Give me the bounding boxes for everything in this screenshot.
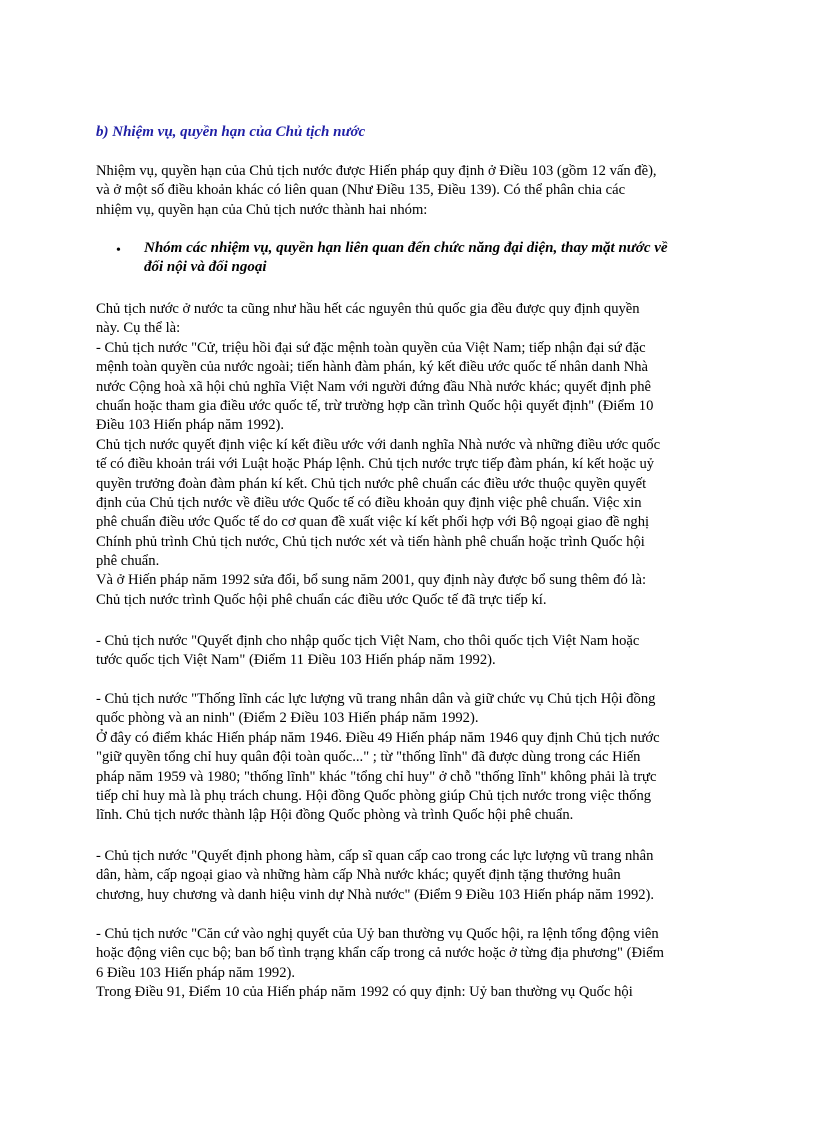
text-line: Nhóm các nhiệm vụ, quyền hạn liên quan đến chức năng đại diện, thay mặt nước về bbox=[144, 240, 668, 256]
text-line: tiếp chỉ huy mà là phụ trách chung. Hội đồng Quốc phòng giúp Chủ tịch nước trong việc thống bbox=[96, 787, 652, 804]
text-line: - Chủ tịch nước "Cử, triệu hồi đại sứ đặc mệnh toàn quyền của Việt Nam; tiếp nhận đại sứ đặc bbox=[96, 339, 646, 356]
text-line: - Chủ tịch nước "Quyết định phong hàm, cấp sĩ quan cấp cao trong các lực lượng vũ trang nhân bbox=[96, 848, 654, 864]
text-line: chương, huy chương và danh hiệu vinh dự Nhà nước" (Điểm 9 Điều 103 Hiến pháp năm 1992). bbox=[96, 886, 655, 903]
paragraph-nationality bbox=[96, 632, 718, 671]
text-line: phê chuẩn. bbox=[96, 553, 160, 570]
section-heading: b) Nhiệm vụ, quyền hạn của Chủ tịch nước bbox=[96, 124, 366, 140]
text-line: dân, hàm, cấp ngoại giao và những hàm cấp Nhà nước khác; quyết định tặng thưởng huân bbox=[96, 867, 621, 884]
paragraph-external-relations bbox=[96, 300, 718, 610]
text-line: chuẩn hoặc tham gia điều ước quốc tế, trừ trường hợp cần trình Quốc hội quyết định" (Điểm 10 bbox=[96, 397, 654, 414]
text-line: - Chủ tịch nước "Căn cứ vào nghị quyết của Uỷ ban thường vụ Quốc hội, ra lệnh tổng động viên bbox=[96, 926, 659, 942]
text-line: nước Cộng hoà xã hội chủ nghĩa Việt Nam với người đứng đầu Nhà nước khác; quyết định phê bbox=[96, 378, 652, 395]
text-line: đối nội và đối ngoại bbox=[144, 259, 267, 276]
text-line: phê chuẩn điều ước Quốc tế do cơ quan đề xuất việc kí kết phối hợp với Bộ ngoại giao đề nghị bbox=[96, 514, 650, 531]
text-line: và ở một số điều khoản khác có liên quan (Như Điều 135, Điều 139). Có thể phân chia các bbox=[96, 182, 626, 199]
text-line: Chủ tịch nước quyết định việc kí kết điều ước với danh nghĩa Nhà nước và những điều ước quốc bbox=[96, 436, 661, 453]
text-line: lĩnh. Chủ tịch nước thành lập Hội đồng Quốc phòng và trình Quốc hội phê chuẩn. bbox=[96, 807, 574, 824]
text-line: hoặc động viên cục bộ; ban bố tình trạng khẩn cấp trong cả nước hoặc ở từng địa phương" (Điểm bbox=[96, 945, 664, 962]
text-line: nhiệm vụ, quyền hạn của Chủ tịch nước thành hai nhóm: bbox=[96, 201, 428, 218]
text-line: pháp năm 1959 và 1980; "thống lĩnh" khác "tổng chỉ huy" ở chỗ "thống lĩnh" không phải là trực bbox=[96, 768, 657, 785]
text-line: - Chủ tịch nước "Quyết định cho nhập quốc tịch Việt Nam, cho thôi quốc tịch Việt Nam hoặc bbox=[96, 633, 640, 649]
text-line: này. Cụ thể là: bbox=[96, 320, 181, 337]
text-line: mệnh toàn quyền của nước ngoài; tiến hành đàm phán, ký kết điều ước quốc tế nhân danh Nhà bbox=[96, 359, 649, 376]
text-line: Chủ tịch nước trình Quốc hội phê chuẩn các điều ước Quốc tế đã trực tiếp kí. bbox=[96, 591, 547, 608]
paragraph-ranks-awards bbox=[96, 847, 718, 905]
text-line: 6 Điều 103 Hiến pháp năm 1992). bbox=[96, 964, 296, 981]
paragraph-armed-forces bbox=[96, 690, 718, 826]
paragraph-mobilization bbox=[96, 925, 718, 1003]
text-line: Nhiệm vụ, quyền hạn của Chủ tịch nước được Hiến pháp quy định ở Điều 103 (gồm 12 vấn đề), bbox=[96, 163, 657, 179]
text-line: Ở đây có điểm khác Hiến pháp năm 1946. Điều 49 Hiến pháp năm 1946 quy định Chủ tịch nước bbox=[96, 729, 660, 746]
text-line: tước quốc tịch Việt Nam" (Điểm 11 Điều 103 Hiến pháp năm 1992). bbox=[96, 652, 496, 669]
bullet-icon: • bbox=[116, 243, 121, 258]
text-line: quyền trưởng đoàn đàm phán kí kết. Chủ tịch nước phê chuẩn các điều ước thuộc quyền quyết bbox=[96, 475, 647, 492]
text-line: "giữ quyền tổng chỉ huy quân đội toàn quốc..." ; từ "thống lĩnh" đã được dùng trong các Hiến bbox=[96, 749, 641, 766]
text-line: định của Chủ tịch nước về điều ước Quốc tế có điều khoản quy định việc phê chuẩn. Việc xin bbox=[96, 494, 642, 511]
text-line: Điều 103 Hiến pháp năm 1992). bbox=[96, 417, 285, 434]
text-line: tế có điều khoản trái với Luật hoặc Pháp lệnh. Chủ tịch nước trực tiếp đàm phán, kí kết hoặc uỷ bbox=[96, 456, 655, 473]
text-line: Chủ tịch nước ở nước ta cũng như hầu hết các nguyên thủ quốc gia đều được quy định quyền bbox=[96, 301, 640, 317]
text-line: Và ở Hiến pháp năm 1992 sửa đổi, bổ sung năm 2001, quy định này được bổ sung thêm đó là: bbox=[96, 572, 647, 589]
text-line: quốc phòng và an ninh" (Điểm 2 Điều 103 Hiến pháp năm 1992). bbox=[96, 710, 479, 727]
intro-paragraph bbox=[96, 162, 718, 220]
text-line: Trong Điều 91, Điểm 10 của Hiến pháp năm 1992 có quy định: Uỷ ban thường vụ Quốc hội bbox=[96, 984, 633, 1001]
text-line: Chính phủ trình Chủ tịch nước, Chủ tịch nước xét và tiến hành phê chuẩn hoặc trình Quốc hội bbox=[96, 533, 645, 550]
bullet-heading bbox=[144, 239, 668, 278]
text-line: - Chủ tịch nước "Thống lĩnh các lực lượng vũ trang nhân dân và giữ chức vụ Chủ tịch Hội đồng bbox=[96, 691, 656, 707]
